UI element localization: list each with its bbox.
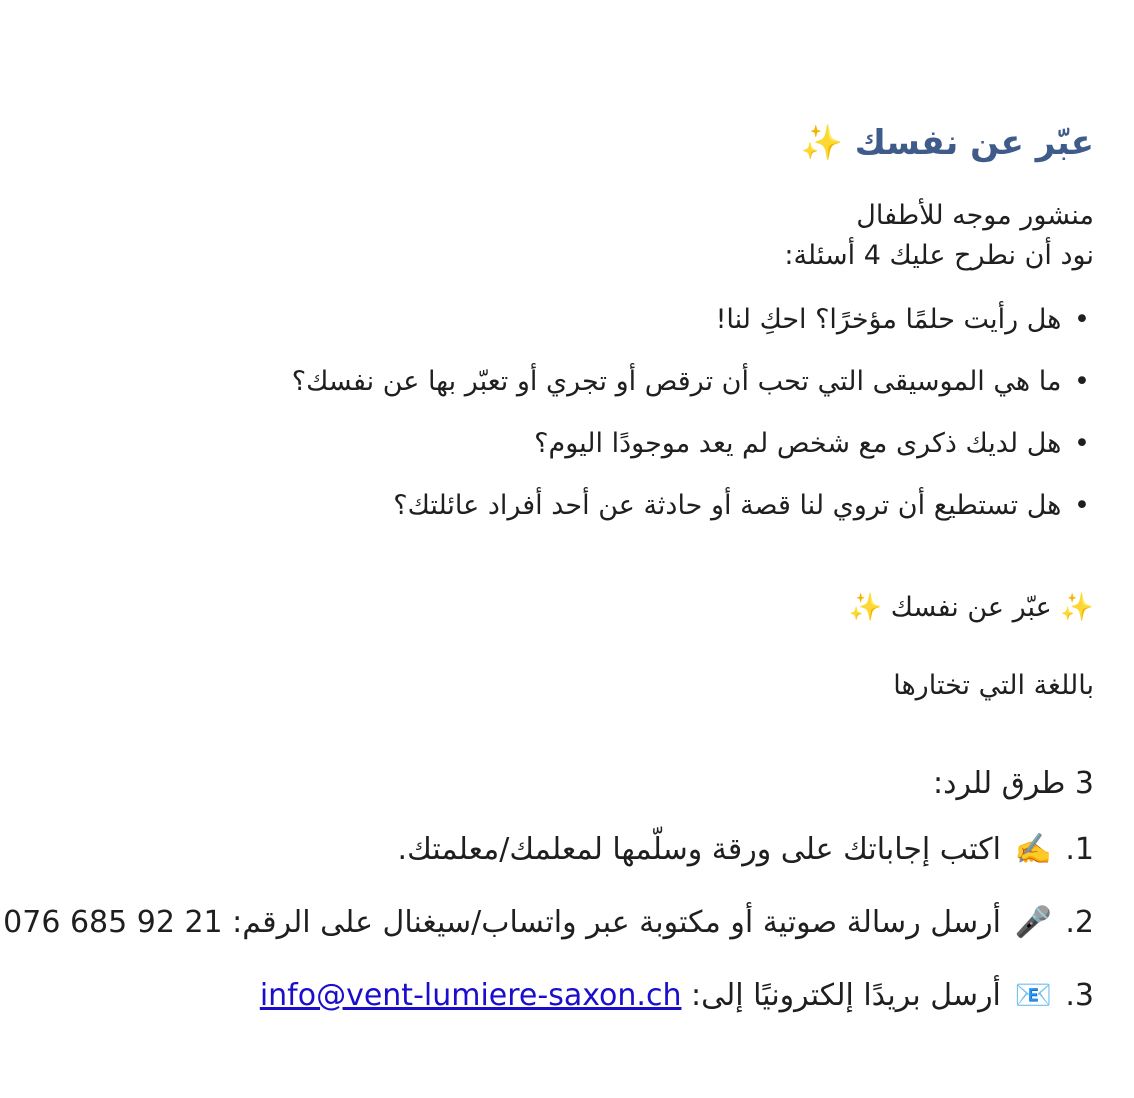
list-item [292, 360, 1094, 422]
item-number: 2. [1065, 905, 1094, 940]
list-item [3, 826, 1094, 899]
question-text: ما هي الموسيقى التي تحب أن ترقص أو تجري أو تعبّر بها عن نفسك؟ [291, 366, 1062, 397]
question-text: هل رأيت حلمًا مؤخرًا؟ احكِ لنا! [715, 304, 1062, 335]
email-link[interactable]: info@vent-lumiere-saxon.ch [259, 978, 682, 1013]
item-number: 1. [1065, 832, 1094, 867]
phone-number: 076 685 92 21 [3, 905, 223, 940]
way-text: أرسل بريدًا إلكترونيًا إلى: [681, 978, 1001, 1013]
language-line: باللغة التي تختارها [893, 670, 1094, 701]
list-item [3, 972, 1094, 1045]
list-item [292, 298, 1094, 360]
ways-heading: 3 طرق للرد: [933, 766, 1094, 801]
way-text: اكتب إجاباتك على ورقة وسلّمها لمعلمك/معلمتك. [397, 832, 1001, 867]
question-text: هل تستطيع أن تروي لنا قصة أو حادثة عن أحد أفراد عائلتك؟ [393, 490, 1062, 521]
bullet-icon: • [1074, 428, 1090, 459]
express-yourself-line [849, 584, 1094, 632]
page-title [801, 118, 1094, 168]
intro-block [784, 196, 1094, 276]
intro-questions-lead: نود أن نطرح عليك 4 أسئلة: [784, 240, 1094, 271]
list-item [292, 422, 1094, 484]
sparkles-icon: ✨ [800, 123, 843, 163]
question-text: هل لديك ذكرى مع شخص لم يعد موجودًا اليوم؟ [534, 428, 1062, 459]
bullet-icon: • [1074, 490, 1090, 521]
questions-list [292, 298, 1094, 546]
email-icon: 📧 [1014, 978, 1052, 1013]
microphone-icon: 🎤 [1014, 905, 1052, 940]
bullet-icon: • [1074, 304, 1090, 335]
express-text: عبّر عن نفسك [890, 592, 1052, 623]
list-item [3, 899, 1094, 972]
bullet-icon: • [1074, 366, 1090, 397]
title-text: عبّر عن نفسك [854, 123, 1094, 163]
writing-hand-icon: ✍️ [1014, 832, 1052, 867]
sparkles-icon: ✨ [1060, 592, 1094, 623]
item-number: 3. [1065, 978, 1094, 1013]
sparkles-icon: ✨ [848, 592, 883, 623]
intro-audience: منشور موجه للأطفال [856, 200, 1094, 231]
way-text: أرسل رسالة صوتية أو مكتوبة عبر واتساب/سيغنال على الرقم: [222, 905, 1001, 940]
list-item [292, 484, 1094, 546]
response-ways-list [3, 826, 1094, 1045]
